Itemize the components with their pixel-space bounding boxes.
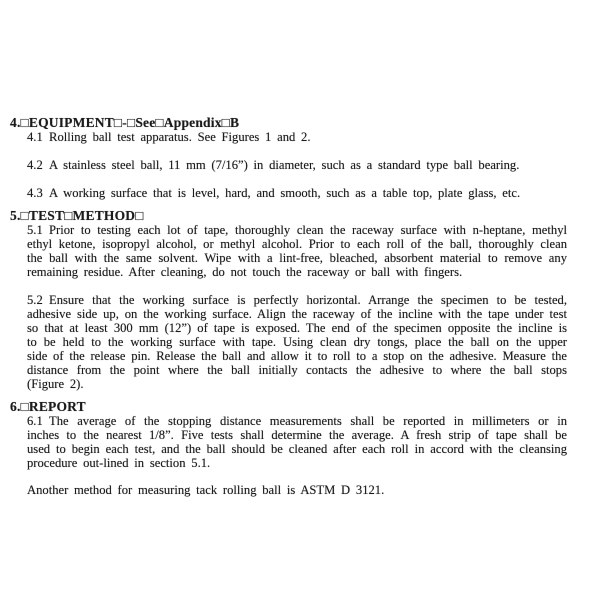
section-heading-equipment: 4.□EQUIPMENT□-□See□Appendix□B <box>10 115 240 130</box>
section-heading-report: 6.□REPORT <box>10 399 86 414</box>
paragraph-4-2: 4.2 A stainless steel ball, 11 mm (7/16”) in diameter, such as a standard type ball bearing. <box>27 158 520 172</box>
section-report <box>10 400 567 497</box>
paragraph-4-3: 4.3 A working surface that is level, hard, and smooth, such as a table top, plate glass, etc. <box>27 186 521 200</box>
paragraph-6-1: 6.1 The average of the stopping distance measurements shall be reported in millimeters or in inches to the nearest 1/8”. Five tests shall determine the average. A fresh strip of tape shall be used to begin each test, and the ball should be cleaned after each roll in accord with the cleansing procedure out-lined in section 5.1. <box>27 414 567 470</box>
section-test-method <box>10 209 567 391</box>
section-equipment <box>10 116 567 200</box>
paragraph-4-1: 4.1 Rolling ball test apparatus. See Figures 1 and 2. <box>27 130 311 144</box>
paragraph-5-2: 5.2 Ensure that the working surface is perfectly horizontal. Arrange the specimen to be tested, adhesive side up, on the working surface. Align the raceway of the incline with the tape under test so that at least 300 mm (12”) of tape is exposed. The end of the specimen opposite the incline is to be held to the working surface with tape. Using clean dry tongs, place the ball on the upper side of the release pin. Release the ball and allow it to roll to a stop on the adhesive. Measure the distance from the point where the ball initially contacts the adhesive to where the ball stops (Figure 2). <box>27 293 567 391</box>
section-heading-test-method: 5.□TEST□METHOD□ <box>10 208 144 223</box>
paragraph-astm-note: Another method for measuring tack rolling ball is ASTM D 3121. <box>27 483 385 497</box>
paragraph-5-1: 5.1 Prior to testing each lot of tape, thoroughly clean the raceway surface with n-heptane, methyl ethyl ketone, isopropyl alcohol, or methyl alcohol. Prior to each roll of the ball, thoroughly clean the ball with the same solvent. Wipe with a lint-free, bleached, absorbent material to remove any remaining residue. After cleaning, do not touch the raceway or ball with fingers. <box>27 223 567 279</box>
